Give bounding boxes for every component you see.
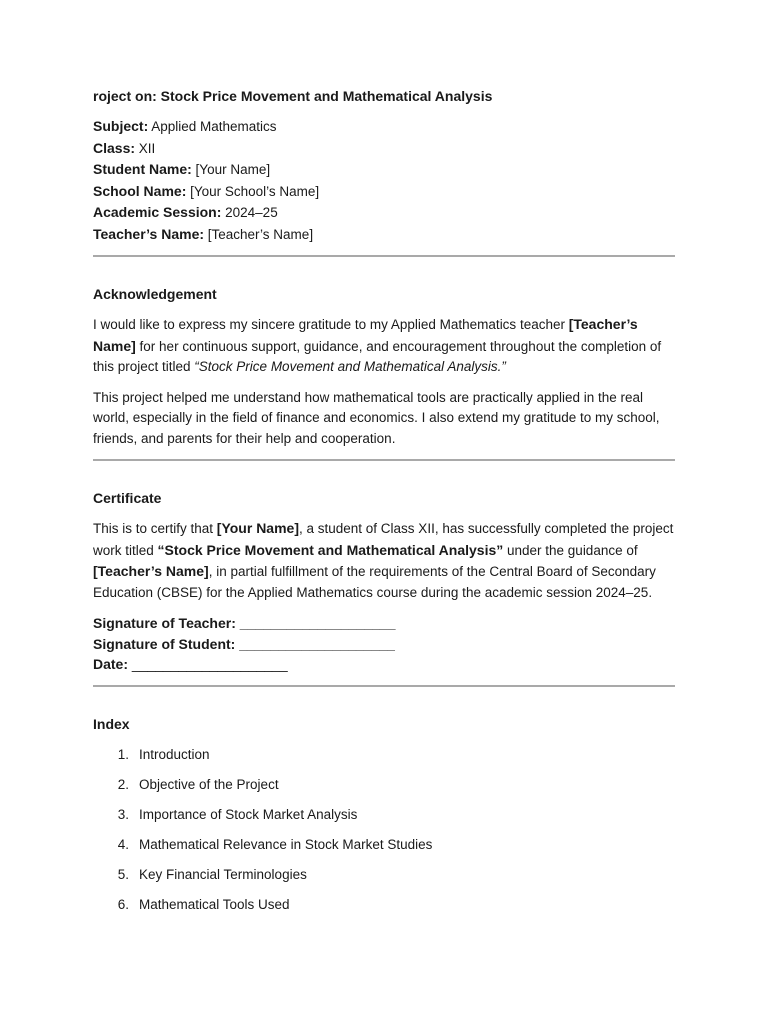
date-line [93,654,675,675]
text-run: This is to certify that [93,521,217,536]
meta-key: Class: [93,139,136,156]
meta-value: 2024–25 [221,205,278,220]
divider [93,255,675,257]
list-number: 6. [117,896,129,912]
divider [93,685,675,687]
text-run: I would like to express my sincere gratitude to my Applied Mathematics teacher [93,317,569,332]
document-content [93,86,675,915]
meta-value: Applied Mathematics [148,119,277,134]
text-run: , in partial fulfillment of the requirements of the Central Board of Secondary Education (CBSE) for the Applied Mathematics course during the academic session 2024–25. [93,564,656,600]
signature-teacher-label: Signature of Teacher: [93,615,236,631]
list-item [93,805,675,825]
teacher-name-placeholder: [Teacher’s Name] [93,316,638,354]
meta-academic-session [93,202,675,224]
project-title: roject on: Stock Price Movement and Mathematical Analysis [93,88,493,104]
signature-teacher [93,613,675,634]
meta-teacher-name [93,224,675,246]
teacher-name-placeholder: [Teacher’s Name] [93,563,209,579]
student-name-placeholder: [Your Name] [216,520,299,536]
list-text: Introduction [139,746,210,762]
meta-key: Subject: [93,118,149,134]
certificate-heading: Certificate [93,490,162,506]
list-item [93,835,675,855]
list-item [93,865,675,885]
list-text: Key Financial Terminologies [139,866,307,882]
list-text: Importance of Stock Market Analysis [139,806,358,822]
list-number: 1. [117,746,129,762]
list-text: Mathematical Tools Used [139,896,290,912]
signature-student-blank: ____________________ [235,635,395,652]
meta-value: XII [135,140,156,156]
signature-teacher-blank: ____________________ [235,615,396,631]
date-blank: ____________________ [128,656,288,672]
meta-value: [Your School’s Name] [186,183,320,199]
list-text: Mathematical Relevance in Stock Market Studies [139,836,433,852]
signature-block [93,613,675,675]
project-meta [93,116,675,245]
project-title-italic: “Stock Price Movement and Mathematical Analysis.” [194,359,506,374]
meta-key: School Name: [93,182,187,199]
list-item [93,745,675,765]
text-run: , a student of Class XII, has successfully completed the project work titled [93,521,674,558]
list-number: 5. [117,866,129,882]
meta-school-name [93,181,675,203]
list-number: 4. [117,836,129,852]
acknowledgement-paragraph-1 [93,314,675,378]
date-label: Date: [93,656,129,672]
certificate-paragraph [93,518,675,603]
signature-student-label: Signature of Student: [93,635,236,652]
meta-subject [93,116,675,138]
meta-value: [Teacher’s Name] [204,226,314,242]
text-run: under the guidance of [503,542,638,558]
meta-key: Student Name: [93,161,192,177]
list-item [93,895,675,915]
signature-student [93,634,675,655]
acknowledgement-paragraph-2: This project helped me understand how mathematical tools are practically applied in the real world, especially in the field of finance and economics. I also extend my gratitude to my school, friends, and parents for their help and cooperation. [93,389,660,446]
list-item [93,775,675,795]
meta-value: [Your Name] [191,162,271,177]
acknowledgement-heading: Acknowledgement [93,286,217,302]
list-number: 3. [117,806,129,822]
meta-key: Teacher’s Name: [93,225,205,242]
list-text: Objective of the Project [139,776,279,792]
meta-student-name [93,159,675,181]
meta-class [93,138,675,160]
index-heading: Index [93,715,130,732]
meta-key: Academic Session: [93,204,222,220]
project-title-bold: “Stock Price Movement and Mathematical Analysis” [157,541,504,558]
divider [93,459,675,461]
index-list [93,745,675,915]
text-run: for her continuous support, guidance, and encouragement throughout the completion of this project titled [93,338,662,374]
list-number: 2. [117,776,129,792]
